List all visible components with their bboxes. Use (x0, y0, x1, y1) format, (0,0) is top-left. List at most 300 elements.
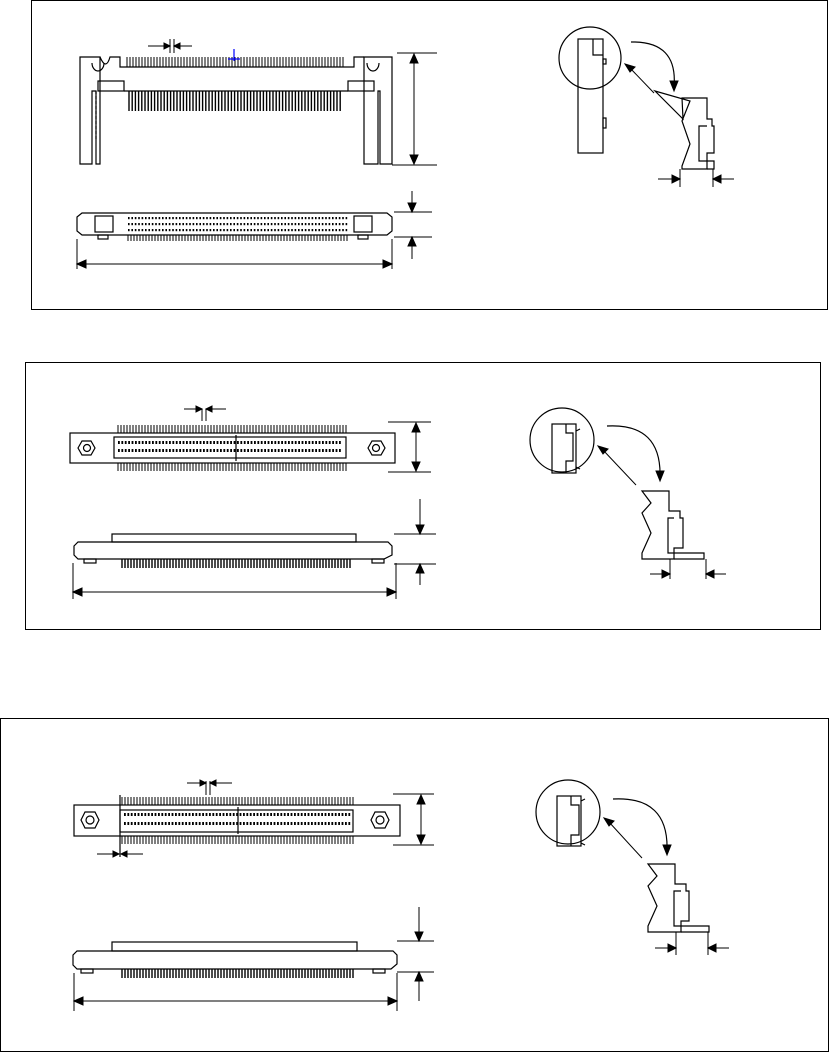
contact-pad (278, 229, 280, 231)
contact-pad (155, 223, 157, 225)
contact-pad (227, 223, 229, 225)
contact-pad (325, 217, 327, 219)
contact-pad (325, 449, 327, 452)
contact-pad (121, 441, 123, 444)
contact-pad (308, 441, 310, 444)
contact-pad (179, 441, 181, 444)
contact-pad (172, 229, 174, 231)
contact-pad (271, 229, 273, 231)
contact-pad (200, 441, 202, 444)
contact-pad (247, 229, 249, 231)
contact-pad (322, 441, 324, 444)
contact-pad (176, 229, 178, 231)
contact-pad (128, 223, 130, 225)
contact-pad (172, 223, 174, 225)
contact-pad (302, 441, 304, 444)
length-dimension-3 (74, 973, 397, 1011)
contact-pad (240, 217, 242, 219)
contact-pad (301, 217, 303, 219)
contact-pad (135, 229, 137, 231)
contact-pad (291, 449, 293, 452)
contact-pad (335, 223, 337, 225)
contact-pad (295, 229, 297, 231)
contact-pad (339, 223, 341, 225)
contact-pad (264, 441, 266, 444)
contact-pad (261, 441, 263, 444)
contact-pad (127, 813, 129, 816)
contact-pad (308, 822, 310, 825)
contact-pad (183, 441, 185, 444)
contact-pad (206, 223, 208, 225)
detail-view-3 (536, 780, 709, 932)
contact-pad (220, 449, 222, 452)
contact-pad (155, 822, 157, 825)
contact-pad (240, 449, 242, 452)
contact-pad (332, 441, 334, 444)
contact-pad (322, 223, 324, 225)
contact-pad (210, 229, 212, 231)
contact-pad (202, 822, 204, 825)
contact-pad (312, 449, 314, 452)
contact-pad (217, 441, 219, 444)
contact-pad (301, 822, 303, 825)
contact-pad (271, 449, 273, 452)
contact-pad (210, 223, 212, 225)
contact-pad (233, 223, 235, 225)
contact-pad (329, 223, 331, 225)
contact-pad (318, 229, 320, 231)
contact-pad (169, 441, 171, 444)
contact-pad (148, 223, 150, 225)
contact-pad (213, 441, 215, 444)
contact-pad (182, 223, 184, 225)
contact-pad (138, 822, 140, 825)
contact-pad (175, 813, 177, 816)
pitch-dimension-2 (184, 406, 226, 421)
contact-pad (176, 441, 178, 444)
contact-pad (280, 813, 282, 816)
contact-pad (308, 449, 310, 452)
contact-pad (195, 822, 197, 825)
contact-pad (268, 441, 270, 444)
contact-pad (329, 441, 331, 444)
contact-pad (189, 813, 191, 816)
contact-pad (159, 217, 161, 219)
contact-pad (213, 217, 215, 219)
contact-pad (297, 822, 299, 825)
contact-pad (186, 229, 188, 231)
contact-pad (322, 217, 324, 219)
contact-pad (182, 822, 184, 825)
contact-pad (261, 229, 263, 231)
contact-pad (264, 229, 266, 231)
contact-pad (199, 813, 201, 816)
contact-pad (155, 813, 157, 816)
contact-pad (149, 441, 151, 444)
contact-pad (237, 223, 239, 225)
contact-pad (267, 813, 269, 816)
contact-pad (348, 822, 350, 825)
pitch-dimension-3 (187, 780, 232, 795)
contact-pad (251, 449, 253, 452)
contact-pad (318, 223, 320, 225)
contact-pad (220, 229, 222, 231)
contact-pad (186, 217, 188, 219)
contact-pad (288, 449, 290, 452)
contact-pad (189, 441, 191, 444)
contact-pad (145, 441, 147, 444)
contact-pad (196, 449, 198, 452)
contact-pad (274, 217, 276, 219)
contact-pad (253, 822, 255, 825)
contact-pad (223, 223, 225, 225)
contact-pad (179, 449, 181, 452)
contact-pad (199, 822, 201, 825)
contact-pad (206, 822, 208, 825)
contact-pad (135, 223, 137, 225)
contact-pad (159, 441, 161, 444)
contact-pad (284, 217, 286, 219)
contact-pad (125, 441, 127, 444)
contact-pad (304, 813, 306, 816)
contact-pad (159, 229, 161, 231)
contact-pad (329, 229, 331, 231)
contact-pad (312, 229, 314, 231)
contact-pad (189, 822, 191, 825)
contact-pad (247, 217, 249, 219)
contact-pad (169, 223, 171, 225)
contact-pad (206, 217, 208, 219)
contact-pad (134, 822, 136, 825)
drawing-panel-1 (31, 0, 828, 310)
contact-pad (329, 217, 331, 219)
contact-pad (291, 441, 293, 444)
contact-pad (169, 229, 171, 231)
contact-pad (335, 822, 337, 825)
contact-pad (138, 813, 140, 816)
contact-pad (331, 813, 333, 816)
contact-pad (294, 822, 296, 825)
contact-pad (261, 217, 263, 219)
contact-pad (230, 229, 232, 231)
contact-pad (189, 449, 191, 452)
contact-pad (243, 822, 245, 825)
contact-pad (291, 229, 293, 231)
contact-pad (298, 223, 300, 225)
contact-pad (284, 813, 286, 816)
contact-pad (189, 217, 191, 219)
contact-pad (145, 217, 147, 219)
contact-pad (196, 229, 198, 231)
contact-pad (135, 441, 137, 444)
contact-pad (199, 223, 201, 225)
contact-pad (138, 449, 140, 452)
contact-pad (213, 223, 215, 225)
contact-pad (346, 217, 348, 219)
contact-pad (247, 441, 249, 444)
contact-pad (118, 441, 120, 444)
contact-pad (331, 822, 333, 825)
detail-view (559, 27, 714, 169)
contact-pad (308, 229, 310, 231)
connector-side-view (74, 534, 392, 563)
contact-pad (315, 229, 317, 231)
contact-pad (257, 223, 259, 225)
contact-pad (182, 217, 184, 219)
contact-pad (227, 449, 229, 452)
contact-pad (325, 441, 327, 444)
contact-pad (155, 229, 157, 231)
contact-pad (240, 441, 242, 444)
contact-pad (223, 822, 225, 825)
contact-pad (161, 813, 163, 816)
contact-pad (142, 441, 144, 444)
contact-pad (335, 229, 337, 231)
contact-pad (196, 441, 198, 444)
contact-pad (168, 822, 170, 825)
contact-pad (304, 822, 306, 825)
contact-pad (342, 223, 344, 225)
contact-pad (301, 229, 303, 231)
contact-pad (271, 441, 273, 444)
contact-pad (291, 822, 293, 825)
contact-pad (186, 223, 188, 225)
contact-pad (346, 223, 348, 225)
contact-pad (134, 813, 136, 816)
contact-pad (213, 449, 215, 452)
contact-pad (189, 223, 191, 225)
contact-pad (319, 441, 321, 444)
contact-pad (329, 449, 331, 452)
contact-pad (311, 813, 313, 816)
contact-pad (295, 223, 297, 225)
thickness-dimension-2 (394, 499, 436, 585)
contact-pad (182, 813, 184, 816)
contact-pad (169, 217, 171, 219)
contact-pad (210, 441, 212, 444)
contact-pad (332, 229, 334, 231)
contact-pad (267, 217, 269, 219)
contact-pad (250, 217, 252, 219)
contact-pad (128, 229, 130, 231)
contact-pad (271, 217, 273, 219)
contact-pad (172, 813, 174, 816)
contact-pad (254, 441, 256, 444)
contact-pad (227, 441, 229, 444)
contact-pad (226, 813, 228, 816)
contact-pad (257, 822, 259, 825)
lead-dimension-2 (650, 559, 726, 579)
connector-body-outline (80, 57, 100, 164)
contact-pad (270, 822, 272, 825)
contact-pad (138, 223, 140, 225)
contact-pad (267, 223, 269, 225)
contact-pad (151, 813, 153, 816)
contact-pad (148, 813, 150, 816)
contact-pad (295, 449, 297, 452)
contact-pad (155, 441, 157, 444)
contact-pad (233, 229, 235, 231)
contact-pad (236, 813, 238, 816)
contact-pad (227, 229, 229, 231)
contact-pad (185, 822, 187, 825)
contact-pad (220, 223, 222, 225)
contact-pad (148, 822, 150, 825)
contact-pad (274, 229, 276, 231)
contact-pad (169, 449, 171, 452)
contact-pad (284, 229, 286, 231)
thickness-dimension-3 (397, 907, 434, 1001)
contact-pad (254, 229, 256, 231)
contact-pad (294, 813, 296, 816)
contact-pad (132, 449, 134, 452)
contact-pad (165, 229, 167, 231)
contact-pad (131, 217, 133, 219)
contact-pad (305, 441, 307, 444)
contact-pad (162, 449, 164, 452)
contact-pad (131, 223, 133, 225)
contact-pad (247, 223, 249, 225)
contact-pad (336, 441, 338, 444)
contact-pad (165, 813, 167, 816)
contact-pad (223, 441, 225, 444)
contact-pad (209, 822, 211, 825)
lead-dimension (658, 169, 734, 187)
contact-pad (298, 217, 300, 219)
contact-pad (321, 822, 323, 825)
contact-pad (125, 449, 127, 452)
contact-pad (291, 217, 293, 219)
contact-pad (230, 441, 232, 444)
contact-pad (142, 449, 144, 452)
contact-pad (217, 449, 219, 452)
contact-pad (193, 229, 195, 231)
contact-pad (144, 813, 146, 816)
contact-pad (312, 441, 314, 444)
contact-pad (342, 822, 344, 825)
contact-pad (250, 223, 252, 225)
contact-pad (216, 229, 218, 231)
contact-pad (338, 822, 340, 825)
contact-pad (263, 813, 265, 816)
contact-pad (236, 822, 238, 825)
contact-pad (274, 822, 276, 825)
contact-pad (193, 217, 195, 219)
contact-pad (274, 441, 276, 444)
contact-pad (141, 822, 143, 825)
contact-pad (297, 813, 299, 816)
contact-pad (149, 449, 151, 452)
contact-pad (318, 217, 320, 219)
lead-dimension-3 (655, 932, 729, 955)
contact-pad (325, 229, 327, 231)
contact-pad (325, 822, 327, 825)
contact-pad (305, 223, 307, 225)
contact-pad (132, 441, 134, 444)
contact-pad (179, 229, 181, 231)
contact-pad (178, 813, 180, 816)
contact-pad (346, 229, 348, 231)
contact-pad (162, 223, 164, 225)
contact-pad (141, 813, 143, 816)
contact-pad (202, 813, 204, 816)
contact-pad (230, 449, 232, 452)
contact-pad (244, 229, 246, 231)
contact-pad (246, 813, 248, 816)
contact-pad (142, 217, 144, 219)
contact-pad (203, 223, 205, 225)
contact-pad (166, 449, 168, 452)
contact-pad (328, 822, 330, 825)
contact-pad (216, 822, 218, 825)
contact-pad (145, 223, 147, 225)
contact-pad (237, 229, 239, 231)
contact-pad (203, 217, 205, 219)
contact-pad (152, 449, 154, 452)
contact-pad (345, 822, 347, 825)
contact-pad (206, 813, 208, 816)
contact-pad (172, 217, 174, 219)
contact-pad (209, 813, 211, 816)
length-dimension (77, 239, 392, 269)
contact-pad (179, 217, 181, 219)
connector-body-right (364, 57, 392, 164)
contact-pad (128, 441, 130, 444)
contact-pad (176, 217, 178, 219)
contact-pad (247, 449, 249, 452)
contact-pad (261, 449, 263, 452)
contact-pad (168, 813, 170, 816)
contact-pad (281, 229, 283, 231)
drawing-panel-3 (0, 718, 829, 1052)
contact-pad (182, 229, 184, 231)
contact-pad (288, 217, 290, 219)
length-dimension-2 (73, 563, 396, 599)
contact-pad (213, 229, 215, 231)
contact-pad (233, 813, 235, 816)
contact-pad (159, 449, 161, 452)
contact-pad (212, 813, 214, 816)
contact-pad (284, 822, 286, 825)
contact-pad (166, 441, 168, 444)
contact-pad (212, 822, 214, 825)
contact-pad (315, 217, 317, 219)
contact-pad (305, 229, 307, 231)
contact-pad (328, 813, 330, 816)
contact-pad (206, 449, 208, 452)
connector-top-view (70, 433, 395, 463)
contact-pad (240, 229, 242, 231)
contact-pad (128, 449, 130, 452)
contact-pad (284, 223, 286, 225)
contact-pad (332, 217, 334, 219)
contact-pad (325, 223, 327, 225)
contact-pad (251, 441, 253, 444)
contact-pad (138, 229, 140, 231)
detail-view-2 (530, 408, 704, 559)
contact-pad (302, 449, 304, 452)
contact-pad (342, 217, 344, 219)
contact-pad (200, 449, 202, 452)
contact-pad (176, 223, 178, 225)
contact-pad (250, 822, 252, 825)
contact-pad (267, 822, 269, 825)
connector-bottom-view (77, 213, 392, 239)
contact-pad (295, 217, 297, 219)
contact-pad (152, 217, 154, 219)
panel-3-svg (1, 719, 829, 1053)
contact-pad (244, 223, 246, 225)
